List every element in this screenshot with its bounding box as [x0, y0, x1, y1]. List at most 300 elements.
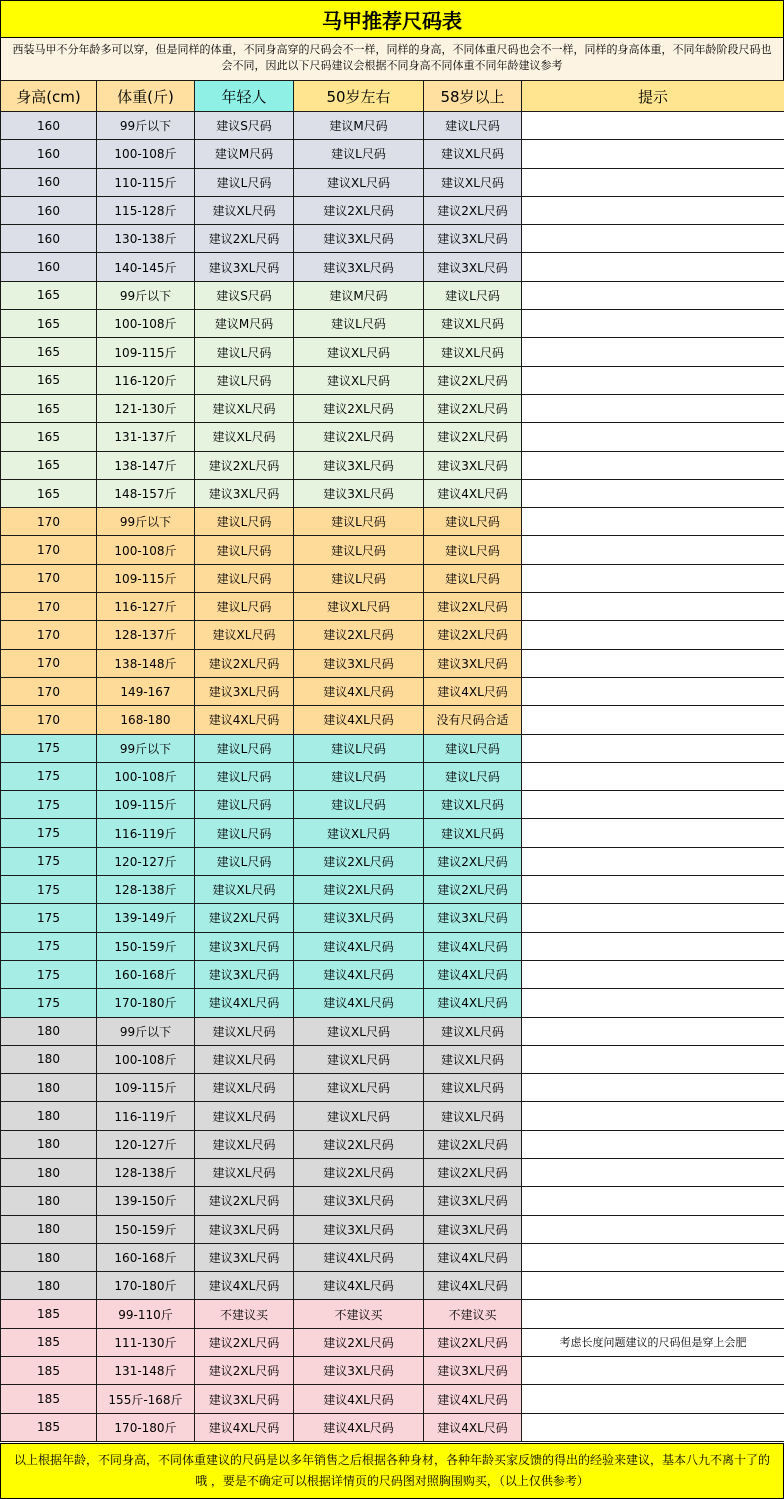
cell-tip [522, 253, 784, 281]
cell-young: 建议XL尺码 [195, 876, 294, 904]
cell-age-50: 建议4XL尺码 [294, 1413, 424, 1441]
cell-weight: 131-137斤 [97, 423, 195, 451]
cell-young: 建议3XL尺码 [195, 1215, 294, 1243]
cell-tip [522, 225, 784, 253]
cell-weight: 99-110斤 [97, 1300, 195, 1328]
cell-tip [522, 791, 784, 819]
table-row [1, 310, 784, 338]
cell-young: 建议3XL尺码 [195, 932, 294, 960]
cell-age-58: 建议2XL尺码 [424, 1130, 522, 1158]
header-row [1, 81, 784, 112]
cell-age-58: 建议3XL尺码 [424, 1187, 522, 1215]
cell-tip [522, 536, 784, 564]
table-row [1, 593, 784, 621]
cell-age-50: 建议3XL尺码 [294, 1215, 424, 1243]
cell-height: 165 [1, 423, 97, 451]
cell-age-58: 建议2XL尺码 [424, 1328, 522, 1356]
cell-weight: 148-157斤 [97, 479, 195, 507]
table-row [1, 168, 784, 196]
cell-weight: 100-108斤 [97, 762, 195, 790]
cell-age-58: 建议4XL尺码 [424, 479, 522, 507]
cell-height: 180 [1, 1215, 97, 1243]
cell-tip [522, 932, 784, 960]
cell-weight: 170-180斤 [97, 1413, 195, 1441]
cell-weight: 116-119斤 [97, 1102, 195, 1130]
cell-height: 165 [1, 394, 97, 422]
cell-weight: 109-115斤 [97, 564, 195, 592]
cell-age-58: 建议XL尺码 [424, 1102, 522, 1130]
cell-height: 185 [1, 1328, 97, 1356]
table-row [1, 423, 784, 451]
cell-weight: 100-108斤 [97, 140, 195, 168]
cell-age-58: 建议XL尺码 [424, 140, 522, 168]
cell-age-58: 建议L尺码 [424, 508, 522, 536]
cell-weight: 109-115斤 [97, 1074, 195, 1102]
cell-age-50: 建议L尺码 [294, 791, 424, 819]
cell-age-50: 建议XL尺码 [294, 1017, 424, 1045]
cell-tip [522, 1017, 784, 1045]
cell-young: 建议2XL尺码 [195, 451, 294, 479]
cell-height: 160 [1, 196, 97, 224]
cell-age-58: 建议3XL尺码 [424, 1215, 522, 1243]
cell-age-50: 建议XL尺码 [294, 1074, 424, 1102]
cell-weight: 120-127斤 [97, 1130, 195, 1158]
cell-height: 170 [1, 564, 97, 592]
cell-young: 建议XL尺码 [195, 621, 294, 649]
table-row [1, 1074, 784, 1102]
cell-age-50: 建议XL尺码 [294, 1045, 424, 1073]
cell-weight: 160-168斤 [97, 960, 195, 988]
cell-tip [522, 1385, 784, 1413]
cell-tip [522, 593, 784, 621]
cell-age-50: 建议2XL尺码 [294, 1130, 424, 1158]
table-row [1, 536, 784, 564]
cell-age-58: 建议L尺码 [424, 281, 522, 309]
cell-height: 165 [1, 366, 97, 394]
header-age-58: 58岁以上 [424, 81, 522, 112]
cell-age-50: 建议2XL尺码 [294, 1158, 424, 1186]
cell-young: 建议3XL尺码 [195, 1385, 294, 1413]
cell-age-50: 建议L尺码 [294, 140, 424, 168]
cell-age-50: 建议4XL尺码 [294, 960, 424, 988]
cell-weight: 130-138斤 [97, 225, 195, 253]
cell-weight: 115-128斤 [97, 196, 195, 224]
cell-young: 建议4XL尺码 [195, 1272, 294, 1300]
cell-tip [522, 621, 784, 649]
cell-age-50: 建议3XL尺码 [294, 649, 424, 677]
table-row [1, 451, 784, 479]
cell-weight: 138-148斤 [97, 649, 195, 677]
table-row [1, 847, 784, 875]
cell-young: 建议L尺码 [195, 366, 294, 394]
cell-weight: 100-108斤 [97, 310, 195, 338]
cell-age-58: 建议2XL尺码 [424, 366, 522, 394]
cell-weight: 149-167 [97, 677, 195, 705]
cell-age-50: 建议XL尺码 [294, 338, 424, 366]
cell-height: 180 [1, 1158, 97, 1186]
cell-tip [522, 394, 784, 422]
header-weight: 体重(斤) [97, 81, 195, 112]
table-row [1, 621, 784, 649]
cell-weight: 116-127斤 [97, 593, 195, 621]
size-table [0, 80, 784, 1442]
cell-tip [522, 1300, 784, 1328]
table-row [1, 1158, 784, 1186]
cell-age-58: 建议2XL尺码 [424, 1158, 522, 1186]
cell-age-58: 建议XL尺码 [424, 1017, 522, 1045]
table-row [1, 819, 784, 847]
cell-tip [522, 196, 784, 224]
cell-tip [522, 649, 784, 677]
cell-age-50: 建议4XL尺码 [294, 706, 424, 734]
cell-weight: 155斤-168斤 [97, 1385, 195, 1413]
cell-weight: 128-137斤 [97, 621, 195, 649]
cell-height: 160 [1, 225, 97, 253]
cell-age-58: 建议XL尺码 [424, 819, 522, 847]
cell-weight: 100-108斤 [97, 536, 195, 564]
cell-height: 175 [1, 734, 97, 762]
cell-tip [522, 1130, 784, 1158]
cell-tip [522, 876, 784, 904]
cell-age-50: 建议XL尺码 [294, 168, 424, 196]
table-row [1, 394, 784, 422]
cell-young: 建议XL尺码 [195, 423, 294, 451]
cell-age-50: 建议XL尺码 [294, 1102, 424, 1130]
cell-age-58: 建议XL尺码 [424, 338, 522, 366]
cell-age-50: 建议4XL尺码 [294, 1385, 424, 1413]
cell-height: 165 [1, 338, 97, 366]
cell-tip: 考虑长度问题建议的尺码但是穿上会肥 [522, 1328, 784, 1356]
cell-height: 165 [1, 451, 97, 479]
intro-text: 西装马甲不分年龄多可以穿，但是同样的体重，不同身高穿的尺码会不一样，同样的身高，不同体重尺码也会不一样，同样的身高体重，不同年龄阶段尺码也会不同，因此以下尺码建议会根据不同身高不同体重不同年龄建议参考 [0, 38, 784, 80]
cell-age-50: 建议L尺码 [294, 508, 424, 536]
cell-tip [522, 564, 784, 592]
cell-age-58: 建议4XL尺码 [424, 932, 522, 960]
table-row [1, 677, 784, 705]
cell-young: 建议2XL尺码 [195, 904, 294, 932]
table-row [1, 932, 784, 960]
cell-age-50: 建议2XL尺码 [294, 196, 424, 224]
page-title: 马甲推荐尺码表 [0, 0, 784, 38]
cell-height: 175 [1, 791, 97, 819]
cell-tip [522, 281, 784, 309]
cell-height: 175 [1, 960, 97, 988]
table-row [1, 649, 784, 677]
cell-height: 175 [1, 762, 97, 790]
cell-tip [522, 706, 784, 734]
cell-weight: 99斤以下 [97, 1017, 195, 1045]
cell-age-50: 建议2XL尺码 [294, 876, 424, 904]
table-row [1, 253, 784, 281]
cell-age-50: 建议L尺码 [294, 310, 424, 338]
cell-age-50: 建议4XL尺码 [294, 1243, 424, 1271]
cell-height: 165 [1, 479, 97, 507]
cell-age-58: 建议2XL尺码 [424, 394, 522, 422]
table-row [1, 791, 784, 819]
table-row [1, 564, 784, 592]
table-body [1, 112, 784, 1442]
cell-age-50: 建议3XL尺码 [294, 451, 424, 479]
cell-age-50: 建议L尺码 [294, 762, 424, 790]
cell-age-58: 建议4XL尺码 [424, 1272, 522, 1300]
table-row [1, 338, 784, 366]
cell-young: 建议2XL尺码 [195, 649, 294, 677]
cell-young: 建议L尺码 [195, 593, 294, 621]
cell-age-58: 建议XL尺码 [424, 168, 522, 196]
cell-age-50: 建议4XL尺码 [294, 932, 424, 960]
cell-tip [522, 1357, 784, 1385]
cell-young: 建议L尺码 [195, 847, 294, 875]
cell-young: 建议L尺码 [195, 564, 294, 592]
table-row [1, 960, 784, 988]
cell-age-58: 建议4XL尺码 [424, 960, 522, 988]
cell-tip [522, 423, 784, 451]
cell-height: 165 [1, 310, 97, 338]
cell-height: 175 [1, 989, 97, 1017]
cell-age-50: 建议L尺码 [294, 734, 424, 762]
cell-height: 170 [1, 677, 97, 705]
cell-age-58: 建议2XL尺码 [424, 621, 522, 649]
cell-weight: 150-159斤 [97, 1215, 195, 1243]
cell-tip [522, 904, 784, 932]
cell-height: 180 [1, 1102, 97, 1130]
cell-tip [522, 1243, 784, 1271]
cell-age-58: 建议L尺码 [424, 734, 522, 762]
table-row [1, 1187, 784, 1215]
cell-young: 建议2XL尺码 [195, 1357, 294, 1385]
cell-tip [522, 1272, 784, 1300]
cell-age-50: 建议4XL尺码 [294, 989, 424, 1017]
cell-weight: 170-180斤 [97, 1272, 195, 1300]
cell-age-58: 建议XL尺码 [424, 1045, 522, 1073]
cell-age-58: 不建议买 [424, 1300, 522, 1328]
cell-young: 建议2XL尺码 [195, 225, 294, 253]
cell-height: 180 [1, 1017, 97, 1045]
table-row [1, 706, 784, 734]
table-row [1, 1243, 784, 1271]
cell-age-58: 建议L尺码 [424, 112, 522, 140]
table-row [1, 281, 784, 309]
table-row [1, 1357, 784, 1385]
cell-young: 建议M尺码 [195, 140, 294, 168]
table-row [1, 366, 784, 394]
cell-weight: 116-120斤 [97, 366, 195, 394]
cell-age-58: 建议4XL尺码 [424, 677, 522, 705]
cell-weight: 99斤以下 [97, 734, 195, 762]
cell-height: 170 [1, 536, 97, 564]
cell-age-50: 建议3XL尺码 [294, 1357, 424, 1385]
header-tip: 提示 [522, 81, 784, 112]
table-row [1, 989, 784, 1017]
cell-weight: 116-119斤 [97, 819, 195, 847]
cell-age-58: 建议4XL尺码 [424, 1385, 522, 1413]
cell-weight: 150-159斤 [97, 932, 195, 960]
table-row [1, 479, 784, 507]
cell-height: 185 [1, 1357, 97, 1385]
cell-weight: 128-138斤 [97, 1158, 195, 1186]
cell-young: 建议2XL尺码 [195, 1328, 294, 1356]
cell-age-58: 建议3XL尺码 [424, 649, 522, 677]
cell-height: 185 [1, 1385, 97, 1413]
cell-tip [522, 1102, 784, 1130]
cell-height: 180 [1, 1130, 97, 1158]
table-row [1, 196, 784, 224]
cell-height: 180 [1, 1243, 97, 1271]
table-row [1, 112, 784, 140]
table-row [1, 1045, 784, 1073]
cell-weight: 109-115斤 [97, 791, 195, 819]
cell-age-50: 建议2XL尺码 [294, 423, 424, 451]
table-row [1, 1017, 784, 1045]
cell-tip [522, 762, 784, 790]
cell-young: 建议L尺码 [195, 762, 294, 790]
cell-height: 160 [1, 112, 97, 140]
cell-age-50: 建议2XL尺码 [294, 394, 424, 422]
cell-young: 建议3XL尺码 [195, 479, 294, 507]
cell-age-58: 建议XL尺码 [424, 791, 522, 819]
table-row [1, 1130, 784, 1158]
cell-age-50: 建议L尺码 [294, 564, 424, 592]
cell-height: 185 [1, 1413, 97, 1441]
cell-young: 建议XL尺码 [195, 1158, 294, 1186]
table-row [1, 734, 784, 762]
cell-weight: 160-168斤 [97, 1243, 195, 1271]
header-age-50: 50岁左右 [294, 81, 424, 112]
cell-age-50: 建议3XL尺码 [294, 253, 424, 281]
cell-height: 185 [1, 1300, 97, 1328]
cell-young: 建议S尺码 [195, 281, 294, 309]
cell-age-50: 不建议买 [294, 1300, 424, 1328]
cell-height: 180 [1, 1187, 97, 1215]
cell-young: 建议M尺码 [195, 310, 294, 338]
table-row [1, 1102, 784, 1130]
table-row [1, 1215, 784, 1243]
cell-weight: 131-148斤 [97, 1357, 195, 1385]
cell-young: 建议L尺码 [195, 168, 294, 196]
cell-height: 180 [1, 1045, 97, 1073]
cell-age-58: 建议2XL尺码 [424, 593, 522, 621]
cell-age-50: 建议4XL尺码 [294, 1272, 424, 1300]
cell-age-58: 建议2XL尺码 [424, 876, 522, 904]
cell-height: 170 [1, 508, 97, 536]
cell-age-50: 建议M尺码 [294, 112, 424, 140]
cell-tip [522, 366, 784, 394]
cell-young: 建议XL尺码 [195, 1130, 294, 1158]
cell-tip [522, 1045, 784, 1073]
cell-height: 175 [1, 904, 97, 932]
cell-weight: 110-115斤 [97, 168, 195, 196]
cell-age-58: 建议3XL尺码 [424, 451, 522, 479]
cell-height: 180 [1, 1272, 97, 1300]
cell-tip [522, 451, 784, 479]
cell-tip [522, 112, 784, 140]
cell-young: 建议XL尺码 [195, 1074, 294, 1102]
cell-young: 建议3XL尺码 [195, 253, 294, 281]
cell-young: 建议L尺码 [195, 338, 294, 366]
cell-age-58: 建议3XL尺码 [424, 225, 522, 253]
cell-young: 建议L尺码 [195, 819, 294, 847]
cell-age-58: 建议3XL尺码 [424, 1357, 522, 1385]
cell-weight: 168-180 [97, 706, 195, 734]
cell-young: 建议XL尺码 [195, 1017, 294, 1045]
cell-age-58: 建议L尺码 [424, 762, 522, 790]
cell-tip [522, 1413, 784, 1441]
cell-age-50: 建议XL尺码 [294, 819, 424, 847]
table-row [1, 1272, 784, 1300]
cell-tip [522, 989, 784, 1017]
cell-young: 建议3XL尺码 [195, 960, 294, 988]
cell-weight: 100-108斤 [97, 1045, 195, 1073]
cell-age-50: 建议2XL尺码 [294, 621, 424, 649]
cell-age-58: 建议L尺码 [424, 564, 522, 592]
cell-young: 建议XL尺码 [195, 1102, 294, 1130]
cell-height: 175 [1, 847, 97, 875]
cell-height: 160 [1, 140, 97, 168]
cell-tip [522, 508, 784, 536]
cell-tip [522, 960, 784, 988]
cell-weight: 121-130斤 [97, 394, 195, 422]
cell-age-58: 建议2XL尺码 [424, 847, 522, 875]
cell-age-58: 建议4XL尺码 [424, 1243, 522, 1271]
cell-weight: 139-149斤 [97, 904, 195, 932]
cell-weight: 99斤以下 [97, 112, 195, 140]
cell-young: 建议L尺码 [195, 536, 294, 564]
cell-age-50: 建议3XL尺码 [294, 904, 424, 932]
cell-age-58: 建议4XL尺码 [424, 989, 522, 1017]
cell-age-58: 建议L尺码 [424, 536, 522, 564]
cell-tip [522, 847, 784, 875]
table-row [1, 1328, 784, 1356]
table-row [1, 225, 784, 253]
cell-age-50: 建议M尺码 [294, 281, 424, 309]
cell-age-50: 建议XL尺码 [294, 366, 424, 394]
table-row [1, 140, 784, 168]
cell-height: 170 [1, 649, 97, 677]
cell-age-58: 建议3XL尺码 [424, 904, 522, 932]
cell-weight: 138-147斤 [97, 451, 195, 479]
cell-height: 170 [1, 593, 97, 621]
cell-weight: 128-138斤 [97, 876, 195, 904]
cell-young: 建议XL尺码 [195, 196, 294, 224]
cell-young: 建议XL尺码 [195, 394, 294, 422]
table-row [1, 876, 784, 904]
cell-height: 170 [1, 706, 97, 734]
cell-young: 建议3XL尺码 [195, 1243, 294, 1271]
table-row [1, 1385, 784, 1413]
cell-tip [522, 819, 784, 847]
cell-height: 160 [1, 168, 97, 196]
cell-tip [522, 734, 784, 762]
cell-young: 建议L尺码 [195, 791, 294, 819]
cell-age-58: 没有尺码合适 [424, 706, 522, 734]
table-row [1, 508, 784, 536]
cell-tip [522, 677, 784, 705]
cell-young: 建议4XL尺码 [195, 1413, 294, 1441]
cell-height: 160 [1, 253, 97, 281]
cell-height: 175 [1, 876, 97, 904]
cell-young: 建议2XL尺码 [195, 1187, 294, 1215]
cell-weight: 139-150斤 [97, 1187, 195, 1215]
cell-age-50: 建议3XL尺码 [294, 479, 424, 507]
cell-weight: 140-145斤 [97, 253, 195, 281]
cell-height: 180 [1, 1074, 97, 1102]
cell-young: 建议3XL尺码 [195, 677, 294, 705]
cell-young: 建议4XL尺码 [195, 706, 294, 734]
cell-age-58: 建议2XL尺码 [424, 196, 522, 224]
cell-tip [522, 338, 784, 366]
cell-height: 165 [1, 281, 97, 309]
header-young: 年轻人 [195, 81, 294, 112]
